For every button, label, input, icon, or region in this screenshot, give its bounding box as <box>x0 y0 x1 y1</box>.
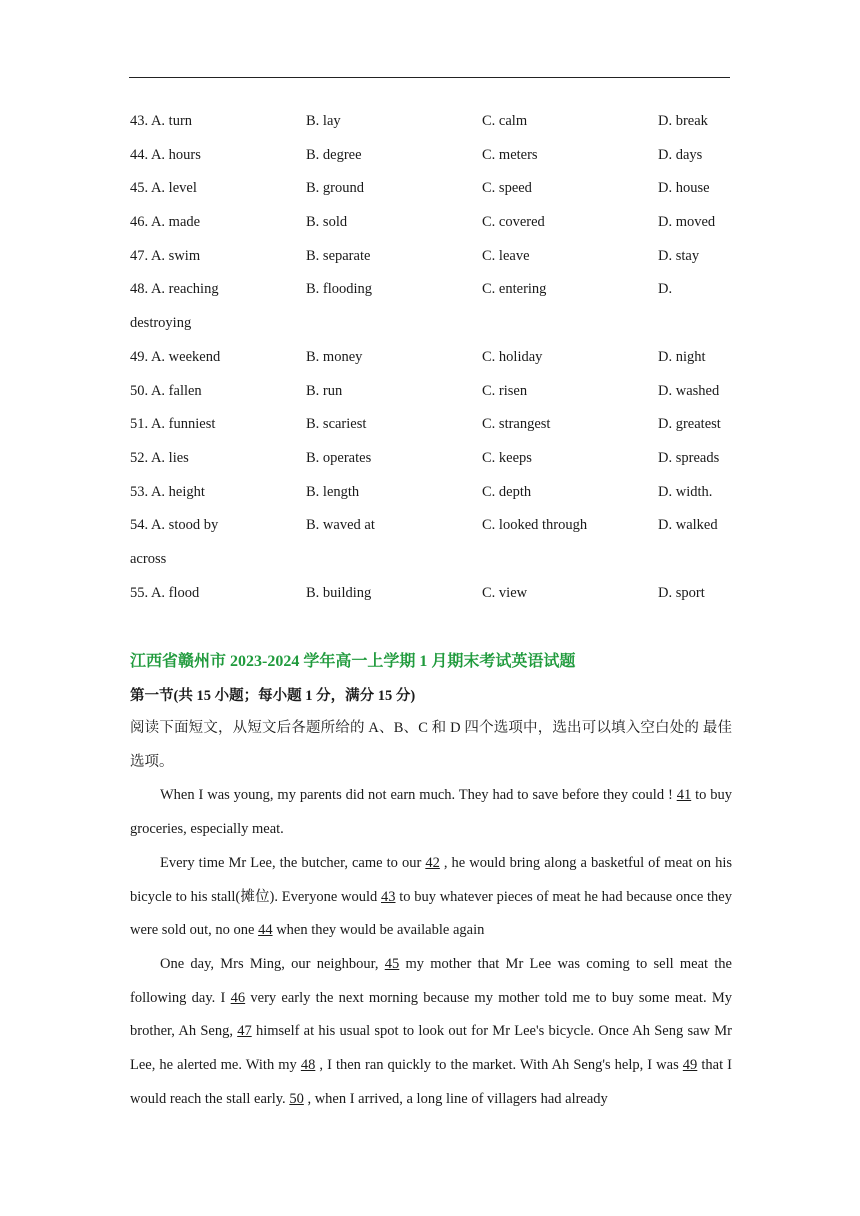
option-row <box>130 105 732 139</box>
option-d: D. spreads <box>658 449 720 466</box>
option-b: B. ground <box>306 180 364 197</box>
option-c: C. view <box>482 584 528 601</box>
question-number: 47. <box>130 247 149 264</box>
option-b: B. scariest <box>306 416 367 433</box>
question-number: 45. <box>130 180 149 197</box>
option-row <box>130 476 732 510</box>
passage-paragraph-2 <box>130 847 732 948</box>
option-a: A. swim <box>150 247 201 264</box>
question-number: 48. <box>130 281 149 298</box>
passage-text: my mother that Mr Lee was coming to sell meat the following day. I <box>130 955 732 1006</box>
option-number-and-a <box>130 172 197 206</box>
question-number: 50. <box>130 382 149 399</box>
passage-paragraph-3 <box>130 948 732 1117</box>
option-c: C. speed <box>482 180 532 197</box>
question-number: 44. <box>130 146 149 163</box>
blank-number: 48 <box>300 1057 316 1074</box>
passage-text: When I was young, my parents did not earn much. They had to save before they could ! <box>160 787 677 804</box>
option-row <box>130 375 732 409</box>
section-heading: 第一节(共 15 小题；每小题 1 分，满分 15 分) <box>130 688 416 704</box>
header-rule <box>129 77 730 78</box>
passage-text: to buy whatever pieces of meat he had because once they were sold out, no one <box>130 888 732 939</box>
passage-text: very early the next morning because my mother told me to buy some meat. My brother, Ah Seng, <box>130 989 732 1040</box>
passage-text: himself at his usual spot to look out for Mr Lee's bicycle. Once Ah Seng saw Mr Lee, he alerted me. With my <box>130 1023 732 1074</box>
option-number-and-a <box>130 577 199 611</box>
option-b: B. degree <box>306 146 362 163</box>
passage-text: Every time Mr Lee, the butcher, came to our <box>160 854 426 871</box>
blank-number: 45 <box>384 955 400 972</box>
option-number-and-a <box>130 206 200 240</box>
passage-text: that I would reach the stall early. <box>130 1057 732 1107</box>
option-number-and-a <box>130 105 192 139</box>
question-number: 55. <box>130 584 149 601</box>
blank-number: 46 <box>230 989 246 1006</box>
option-b: B. separate <box>306 247 371 264</box>
passage-text: when they would be available again <box>272 922 485 939</box>
option-b: B. money <box>306 348 363 365</box>
option-row <box>130 509 732 543</box>
option-c: C. risen <box>482 382 528 399</box>
option-number-and-a <box>130 476 205 510</box>
option-row <box>130 273 732 307</box>
option-c: C. calm <box>482 113 528 129</box>
question-number: 46. <box>130 214 149 231</box>
option-b: B. flooding <box>306 281 373 298</box>
option-d: D. moved <box>658 214 716 231</box>
option-d: D. <box>658 281 673 298</box>
option-c: C. strangest <box>482 416 551 433</box>
option-row <box>130 139 732 173</box>
option-number-and-a <box>130 509 218 543</box>
option-number-and-a <box>130 375 202 409</box>
option-number-and-a <box>130 341 220 375</box>
passage-text: One day, Mrs Ming, our neighbour, <box>160 955 385 972</box>
instruction-text: 阅读下面短文，从短文后各题所给的 A、B、C 和 D 四个选项中，选出可以填入空白处的 最佳选项。 <box>130 720 732 770</box>
option-number-and-a <box>130 408 215 442</box>
option-c: C. meters <box>482 146 538 163</box>
option-d: D. days <box>658 146 703 163</box>
option-c: C. leave <box>482 247 530 264</box>
option-number-and-a <box>130 273 219 307</box>
option-a: A. turn <box>150 113 193 129</box>
question-number: 52. <box>130 449 149 466</box>
option-a: A. level <box>150 180 197 197</box>
option-number-and-a <box>130 139 201 173</box>
question-number: 43. <box>130 113 149 129</box>
passage-text: , when I arrived, a long line of villagers had already <box>303 1090 608 1107</box>
blank-number: 41 <box>676 787 692 804</box>
option-d: D. stay <box>658 247 700 264</box>
option-number-and-a <box>130 240 200 274</box>
option-row <box>130 577 732 611</box>
option-b: B. building <box>306 584 372 601</box>
option-a: A. stood by <box>150 517 219 534</box>
option-a: A. made <box>150 214 201 231</box>
passage-paragraph-1 <box>130 779 732 846</box>
blank-number: 44 <box>258 922 273 939</box>
option-row <box>130 408 732 442</box>
passage-text: , I then ran quickly to the market. With Ah Seng's help, I was <box>315 1057 683 1074</box>
option-c: C. looked through <box>482 517 588 534</box>
option-a: A. flood <box>150 584 200 601</box>
passage-text: to buy groceries, especially meat. <box>130 787 732 838</box>
option-a: A. height <box>150 483 205 500</box>
option-a: A. hours <box>150 146 201 163</box>
option-c: C. keeps <box>482 449 532 466</box>
option-row <box>130 240 732 274</box>
question-number: 54. <box>130 517 149 534</box>
option-d: D. sport <box>658 584 705 601</box>
option-c: C. entering <box>482 281 547 298</box>
blank-number: 43 <box>381 888 396 905</box>
blank-number: 47 <box>237 1023 252 1040</box>
option-a: A. lies <box>150 449 189 466</box>
option-row <box>130 172 732 206</box>
option-d: D. greatest <box>658 416 721 433</box>
option-b: B. length <box>306 483 360 500</box>
option-c: C. holiday <box>482 348 543 365</box>
option-number-and-a <box>130 442 189 476</box>
option-c: C. covered <box>482 214 545 231</box>
option-b: B. sold <box>306 214 348 231</box>
option-d: D. width. <box>658 483 713 500</box>
option-row <box>130 206 732 240</box>
option-d: D. break <box>658 113 708 129</box>
blank-number: 42 <box>425 854 440 871</box>
options-list <box>130 105 732 610</box>
option-a: A. fallen <box>150 382 202 399</box>
option-d: D. washed <box>658 382 720 399</box>
option-b: B. lay <box>306 113 341 129</box>
question-number: 53. <box>130 483 149 500</box>
blank-number: 49 <box>682 1057 698 1074</box>
option-a: A. reaching <box>150 281 219 298</box>
option-b: B. run <box>306 382 343 399</box>
option-d: D. night <box>658 348 706 365</box>
blank-number: 50 <box>289 1090 304 1107</box>
question-number: 49. <box>130 348 149 365</box>
option-row <box>130 442 732 476</box>
question-number: 51. <box>130 416 149 433</box>
passage-block <box>130 712 732 1116</box>
option-b: B. operates <box>306 449 372 466</box>
section-title: 江西省赣州市 2023-2024 学年高一上学期 1 月期末考试英语试题 <box>130 653 576 670</box>
option-c: C. depth <box>482 483 532 500</box>
option-a: A. funniest <box>150 416 216 433</box>
option-b: B. waved at <box>306 517 375 534</box>
option-wrap-text: across <box>130 550 167 567</box>
passage-text: , he would bring along a basketful of meat on his bicycle to his stall(摊位). Everyone would <box>130 854 732 905</box>
option-d: D. walked <box>658 517 718 534</box>
option-row <box>130 341 732 375</box>
option-a: A. weekend <box>150 348 221 365</box>
option-wrap-text: destroying <box>130 315 192 332</box>
option-d: D. house <box>658 180 710 197</box>
